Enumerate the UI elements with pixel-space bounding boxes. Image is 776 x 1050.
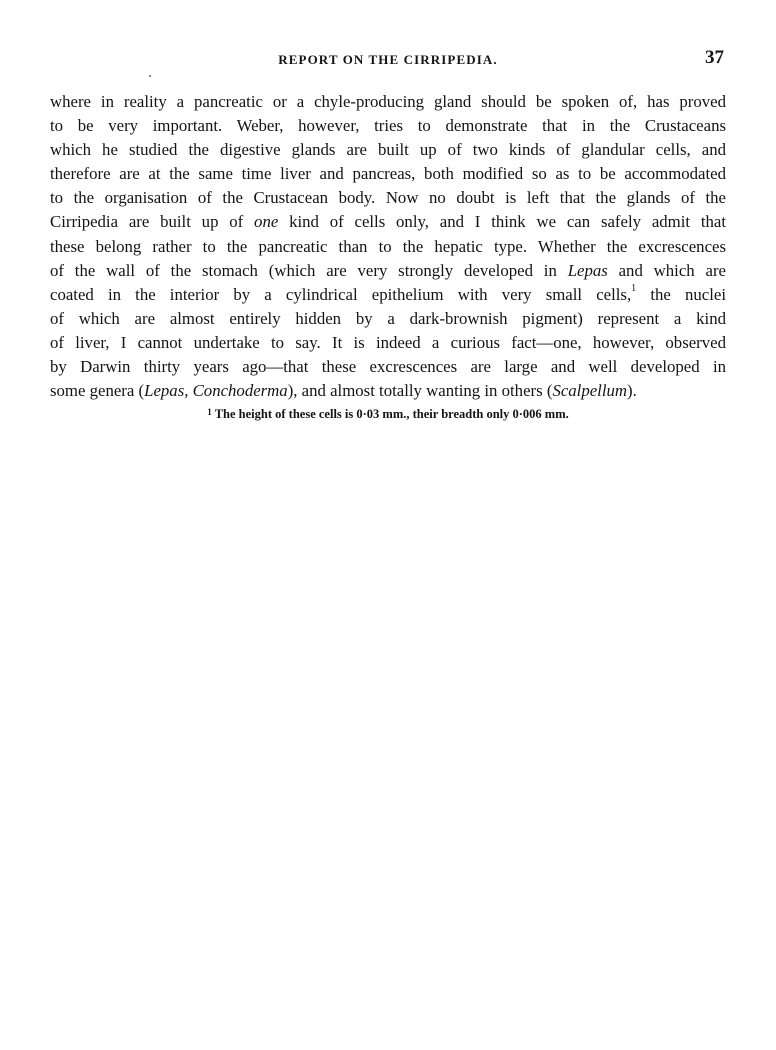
text-segment: to be very important. Weber, however, tries to demonstrate that in the Crustaceans xyxy=(50,116,726,136)
text-line xyxy=(50,235,726,259)
text-segment: and which are xyxy=(607,260,727,280)
footnote-mark: 1 xyxy=(207,407,212,417)
text-line xyxy=(50,114,726,138)
footnote xyxy=(50,407,726,422)
text-segment: by Darwin thirty years ago—that these excrescences are large and well developed in xyxy=(50,357,726,377)
text-line xyxy=(50,210,726,234)
text-line xyxy=(50,307,726,331)
text-segment: coated in the interior by a cylindrical epithelium with very small cells, xyxy=(50,284,632,304)
running-title: REPORT ON THE CIRRIPEDIA. xyxy=(278,52,498,67)
text-segment: some genera ( xyxy=(50,381,145,401)
genus-name: Lepas, Conchoderma xyxy=(144,381,288,401)
text-line xyxy=(50,259,726,283)
footnote-reference[interactable]: 1 xyxy=(631,282,637,294)
text-line xyxy=(50,379,726,403)
text-segment: therefore are at the same time liver and pancreas, both modified so as to be accommodated xyxy=(50,164,726,184)
text-segment: which he studied the digestive glands are built up of two kinds of glandular cells, and xyxy=(50,140,726,160)
text-segment: of liver, I cannot undertake to say. It is indeed a curious fact—one, however, observed xyxy=(50,332,726,352)
text-segment: to the organisation of the Crustacean body. Now no doubt is left that the glands of the xyxy=(50,188,726,208)
italic-emphasis: one xyxy=(254,212,279,232)
text-segment: of which are almost entirely hidden by a dark-brownish pigment) represent a kind xyxy=(50,308,726,328)
print-speck xyxy=(149,75,151,77)
text-segment: ). xyxy=(627,381,637,401)
footnote-text: The height of these cells is 0·03 mm., their breadth only 0·006 mm. xyxy=(214,407,569,421)
text-line xyxy=(50,283,726,307)
genus-name: Lepas xyxy=(567,260,608,280)
body-paragraph xyxy=(50,90,726,403)
text-line xyxy=(50,162,726,186)
text-line xyxy=(50,355,726,379)
text-segment: the nuclei xyxy=(636,284,726,304)
text-line xyxy=(50,331,726,355)
text-segment: Cirripedia are built up of xyxy=(50,212,255,232)
text-line xyxy=(50,90,726,114)
text-segment: where in reality a pancreatic or a chyle-producing gland should be spoken of, has proved xyxy=(50,92,726,111)
text-line xyxy=(50,186,726,210)
text-line xyxy=(50,138,726,162)
genus-name: Scalpellum xyxy=(552,381,628,401)
text-segment: kind of cells only, and I think we can safely admit that xyxy=(278,212,726,232)
text-segment: of the wall of the stomach (which are very strongly developed in xyxy=(50,260,568,280)
text-segment: ), and almost totally wanting in others ( xyxy=(287,381,553,401)
text-segment: these belong rather to the pancreatic than to the hepatic type. Whether the excrescences xyxy=(50,236,726,256)
page-number: 37 xyxy=(705,47,724,68)
running-head xyxy=(50,47,726,71)
